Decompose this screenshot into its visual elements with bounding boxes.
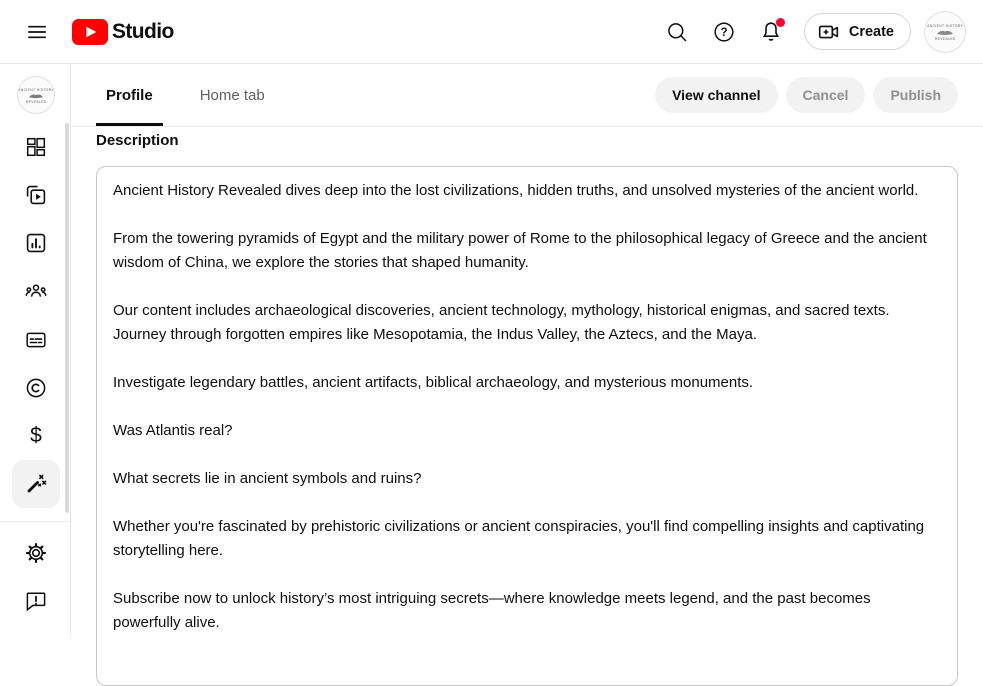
- subtitles-icon: [24, 328, 48, 352]
- topbar: [0, 0, 983, 64]
- create-button[interactable]: [804, 13, 911, 50]
- youtube-studio-logo[interactable]: [72, 19, 174, 45]
- customization-subheader: [72, 64, 983, 127]
- copyright-icon: [24, 376, 48, 400]
- studio-wordmark: Studio: [112, 19, 174, 43]
- tab-bar: [96, 64, 302, 126]
- notification-dot: [776, 18, 785, 27]
- sidebar-item-analytics[interactable]: [12, 219, 60, 267]
- youtube-play-icon: [72, 19, 108, 45]
- sidebar-item-subtitles[interactable]: [12, 316, 60, 364]
- create-button-label: Create: [848, 23, 894, 40]
- svg-text:?: ?: [720, 26, 728, 39]
- tab-home-tab[interactable]: Home tab: [190, 64, 275, 126]
- avatar-arc-text-bottom: REVEALED: [934, 35, 956, 41]
- sidebar-item-copyright[interactable]: [12, 364, 60, 412]
- sidebar-item-earn[interactable]: [12, 411, 60, 459]
- view-channel-button[interactable]: View channel: [655, 77, 777, 113]
- avatar-arc-text-bottom: REVEALED: [25, 98, 47, 104]
- description-textarea[interactable]: [96, 166, 958, 686]
- help-icon: [712, 20, 736, 44]
- analytics-icon: [24, 231, 48, 255]
- community-people-icon: [24, 279, 48, 303]
- hamburger-icon: [25, 20, 49, 44]
- sidebar-item-send-feedback[interactable]: [12, 577, 60, 625]
- sidebar-channel-avatar[interactable]: [17, 76, 55, 114]
- publish-button[interactable]: Publish: [873, 77, 958, 113]
- sidebar-divider: [0, 521, 71, 522]
- magic-wand-icon: [24, 472, 48, 496]
- avatar-eagle-emblem: [28, 92, 44, 99]
- dashboard-icon: [24, 135, 48, 159]
- sidebar-scrollbar-thumb[interactable]: [65, 123, 69, 513]
- sidebar-item-community[interactable]: [12, 267, 60, 315]
- search-button[interactable]: [657, 12, 697, 52]
- sidebar-item-customization[interactable]: [12, 460, 60, 508]
- content-icon: [24, 183, 48, 207]
- search-icon: [665, 20, 689, 44]
- create-camera-icon: [817, 20, 841, 44]
- topbar-left: [17, 12, 174, 52]
- subheader-actions: [655, 77, 983, 113]
- help-button[interactable]: [704, 12, 744, 52]
- hamburger-menu-button[interactable]: [17, 12, 57, 52]
- tab-profile[interactable]: Profile: [96, 64, 163, 126]
- avatar-arc-text-top: ANCIENT HISTORY: [18, 86, 54, 92]
- feedback-bubble-icon: [24, 589, 48, 613]
- account-avatar[interactable]: [924, 11, 966, 53]
- sidebar-item-settings[interactable]: [12, 529, 60, 577]
- cancel-button[interactable]: Cancel: [786, 77, 866, 113]
- sidebar-item-content[interactable]: [12, 171, 60, 219]
- avatar-eagle-emblem: [936, 28, 954, 36]
- dollar-icon: $: [30, 423, 42, 447]
- main-panel: [72, 64, 983, 635]
- avatar-arc-text-top: ANCIENT HISTORY: [927, 22, 963, 28]
- description-label: Description: [96, 132, 179, 149]
- sidebar: [0, 64, 71, 635]
- notifications-button[interactable]: [751, 12, 791, 52]
- gear-icon: [24, 541, 48, 565]
- topbar-right: [657, 11, 983, 53]
- sidebar-item-dashboard[interactable]: [12, 123, 60, 171]
